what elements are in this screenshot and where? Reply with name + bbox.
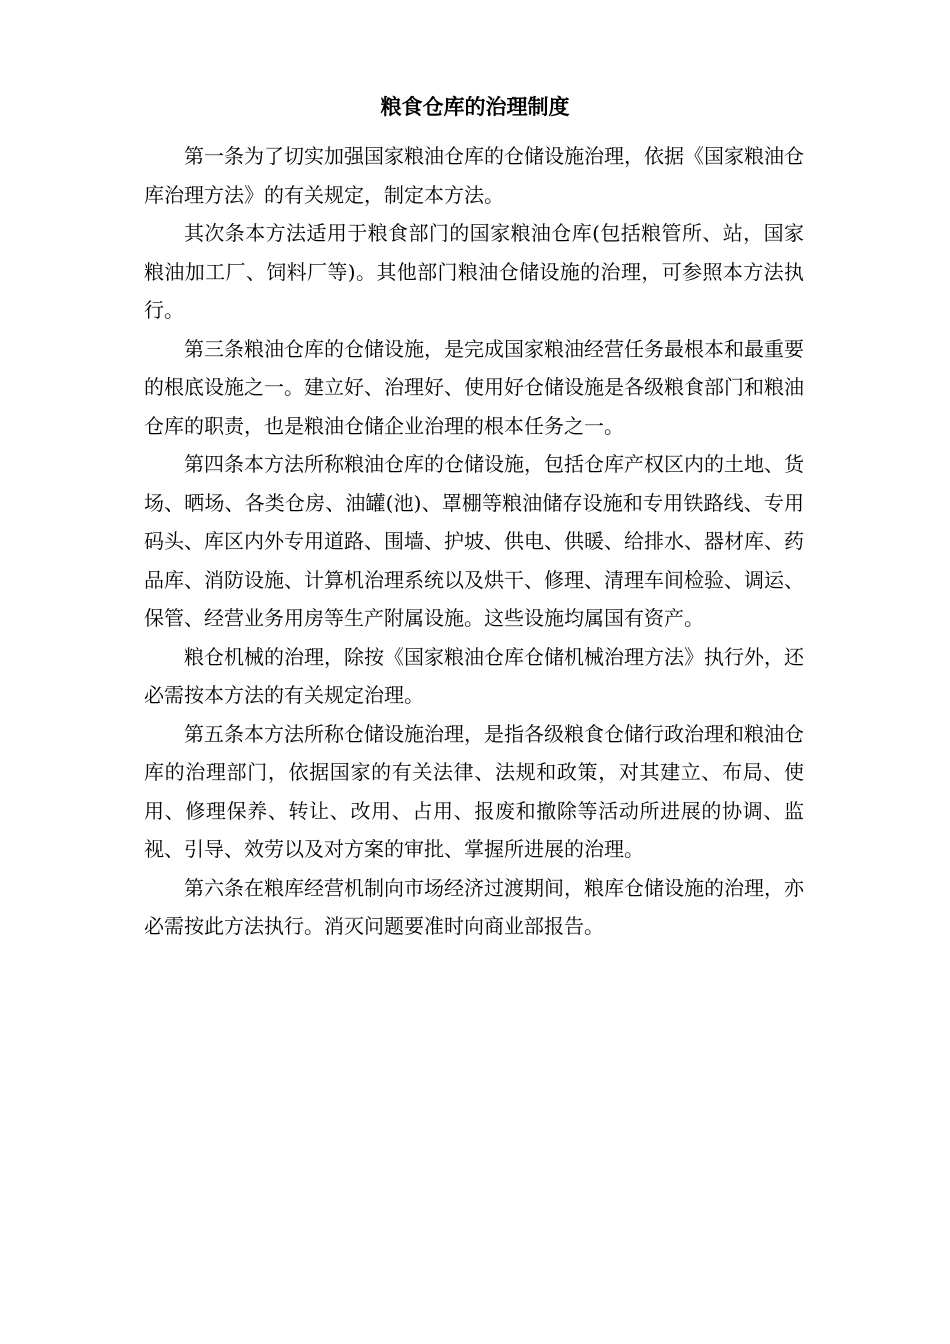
paragraph-article-4: 第四条本方法所称粮油仓库的仓储设施，包括仓库产权区内的土地、货场、晒场、各类仓房、油罐(池)、罩棚等粮油储存设施和专用铁路线、专用码头、库区内外专用道路、围墙、护坡、供电、供暖、给排水、器材库、药品库、消防设施、计算机治理系统以及烘干、修理、清理车间检验、调运、保管、经营业务用房等生产附属设施。这些设施均属国有资产。 — [144, 452, 804, 630]
paragraph-article-3: 第三条粮油仓库的仓储设施，是完成国家粮油经营任务最根本和最重要的根底设施之一。建立好、治理好、使用好仓储设施是各级粮食部门和粮油仓库的职责，也是粮油仓储企业治理的根本任务之一。 — [144, 336, 804, 438]
document-title: 粮食仓库的治理制度 — [380, 95, 570, 119]
document-body — [144, 137, 804, 946]
paragraph-article-1: 第一条为了切实加强国家粮油仓库的仓储设施治理，依据《国家粮油仓库治理方法》的有关规定，制定本方法。 — [144, 144, 804, 207]
paragraph-article-2: 其次条本方法适用于粮食部门的国家粮油仓库(包括粮管所、站，国家粮油加工厂、饲料厂等)。其他部门粮油仓储设施的治理，可参照本方法执行。 — [144, 221, 804, 322]
paragraph-article-6: 第六条在粮库经营机制向市场经济过渡期间，粮库仓储设施的治理，亦必需按此方法执行。消灭问题要准时向商业部报告。 — [144, 875, 804, 938]
paragraph-article-5: 第五条本方法所称仓储设施治理，是指各级粮食仓储行政治理和粮油仓库的治理部门，依据国家的有关法律、法规和政策，对其建立、布局、使用、修理保养、转让、改用、占用、报废和撤除等活动所进展的协调、监视、引导、效劳以及对方案的审批、掌握所进展的治理。 — [144, 721, 804, 861]
paragraph-machinery-note: 粮仓机械的治理，除按《国家粮油仓库仓储机械治理方法》执行外，还必需按本方法的有关规定治理。 — [144, 644, 804, 707]
